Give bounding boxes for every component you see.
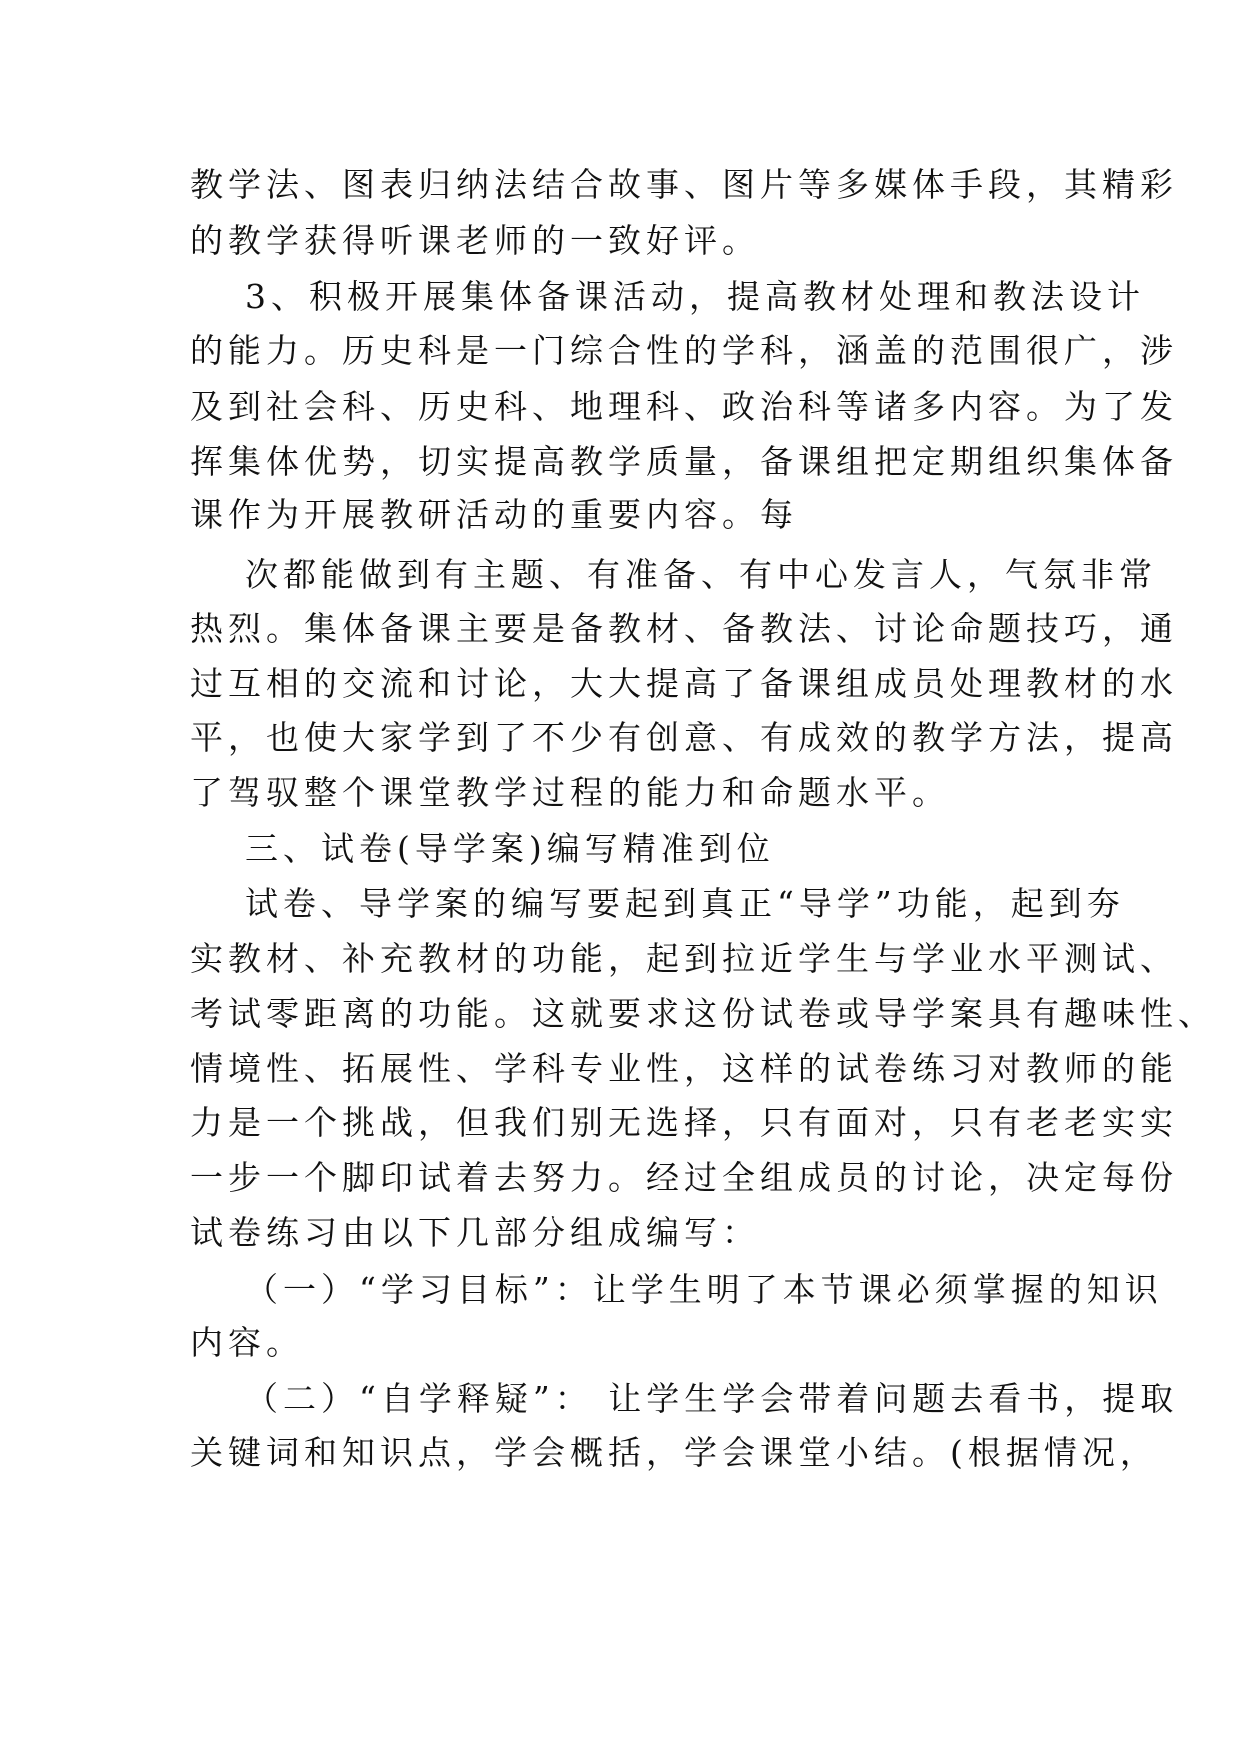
text-line: 教学法、图表归纳法结合故事、图片等多媒体手段，其精彩: [190, 165, 1178, 204]
text-line: 过互相的交流和讨论，大大提高了备课组成员处理教材的水: [190, 664, 1178, 703]
text-line: 热烈。集体备课主要是备教材、备教法、讨论命题技巧，通: [190, 609, 1178, 648]
text-line: （二）“自学释疑”： 让学生学会带着问题去看书，提取: [245, 1379, 1179, 1418]
text-line: 的能力。历史科是一门综合性的学科，涵盖的范围很广，涉: [190, 331, 1178, 370]
text-line: 课作为开展教研活动的重要内容。每: [190, 495, 798, 534]
text-line: 关键词和知识点，学会概括，学会课堂小结。(根据情况，: [190, 1433, 1158, 1472]
section-heading: 三、试卷(导学案)编写精准到位: [245, 829, 775, 868]
text-line: 平，也使大家学到了不少有创意、有成效的教学方法，提高: [190, 718, 1178, 757]
text-line: 一步一个脚印试着去努力。经过全组成员的讨论，决定每份: [190, 1158, 1178, 1197]
text-line: 试卷练习由以下几部分组成编写：: [190, 1213, 760, 1252]
text-line: 考试零距离的功能。这就要求这份试卷或导学案具有趣味性、: [190, 994, 1216, 1033]
text-line: 了驾驭整个课堂教学过程的能力和命题水平。: [190, 773, 950, 812]
text-line: 试卷、导学案的编写要起到真正“导学”功能，起到夯: [245, 884, 1125, 923]
text-line: 及到社会科、历史科、地理科、政治科等诸多内容。为了发: [190, 387, 1178, 426]
text-line: 次都能做到有主题、有准备、有中心发言人，气氛非常: [245, 555, 1157, 594]
text-line: （一）“学习目标”：让学生明了本节课必须掌握的知识: [245, 1270, 1163, 1309]
text-line: 实教材、补充教材的功能，起到拉近学生与学业水平测试、: [190, 939, 1178, 978]
text-line: 内容。: [190, 1323, 304, 1362]
text-line: 的教学获得听课老师的一致好评。: [190, 221, 760, 260]
text-line: 力是一个挑战，但我们别无选择，只有面对，只有老老实实: [190, 1103, 1178, 1142]
text-line: 3、积极开展集体备课活动，提高教材处理和教法设计: [245, 277, 1145, 316]
text-line: 挥集体优势，切实提高教学质量，备课组把定期组织集体备: [190, 442, 1178, 481]
text-line: 情境性、拓展性、学科专业性，这样的试卷练习对教师的能: [190, 1049, 1178, 1088]
